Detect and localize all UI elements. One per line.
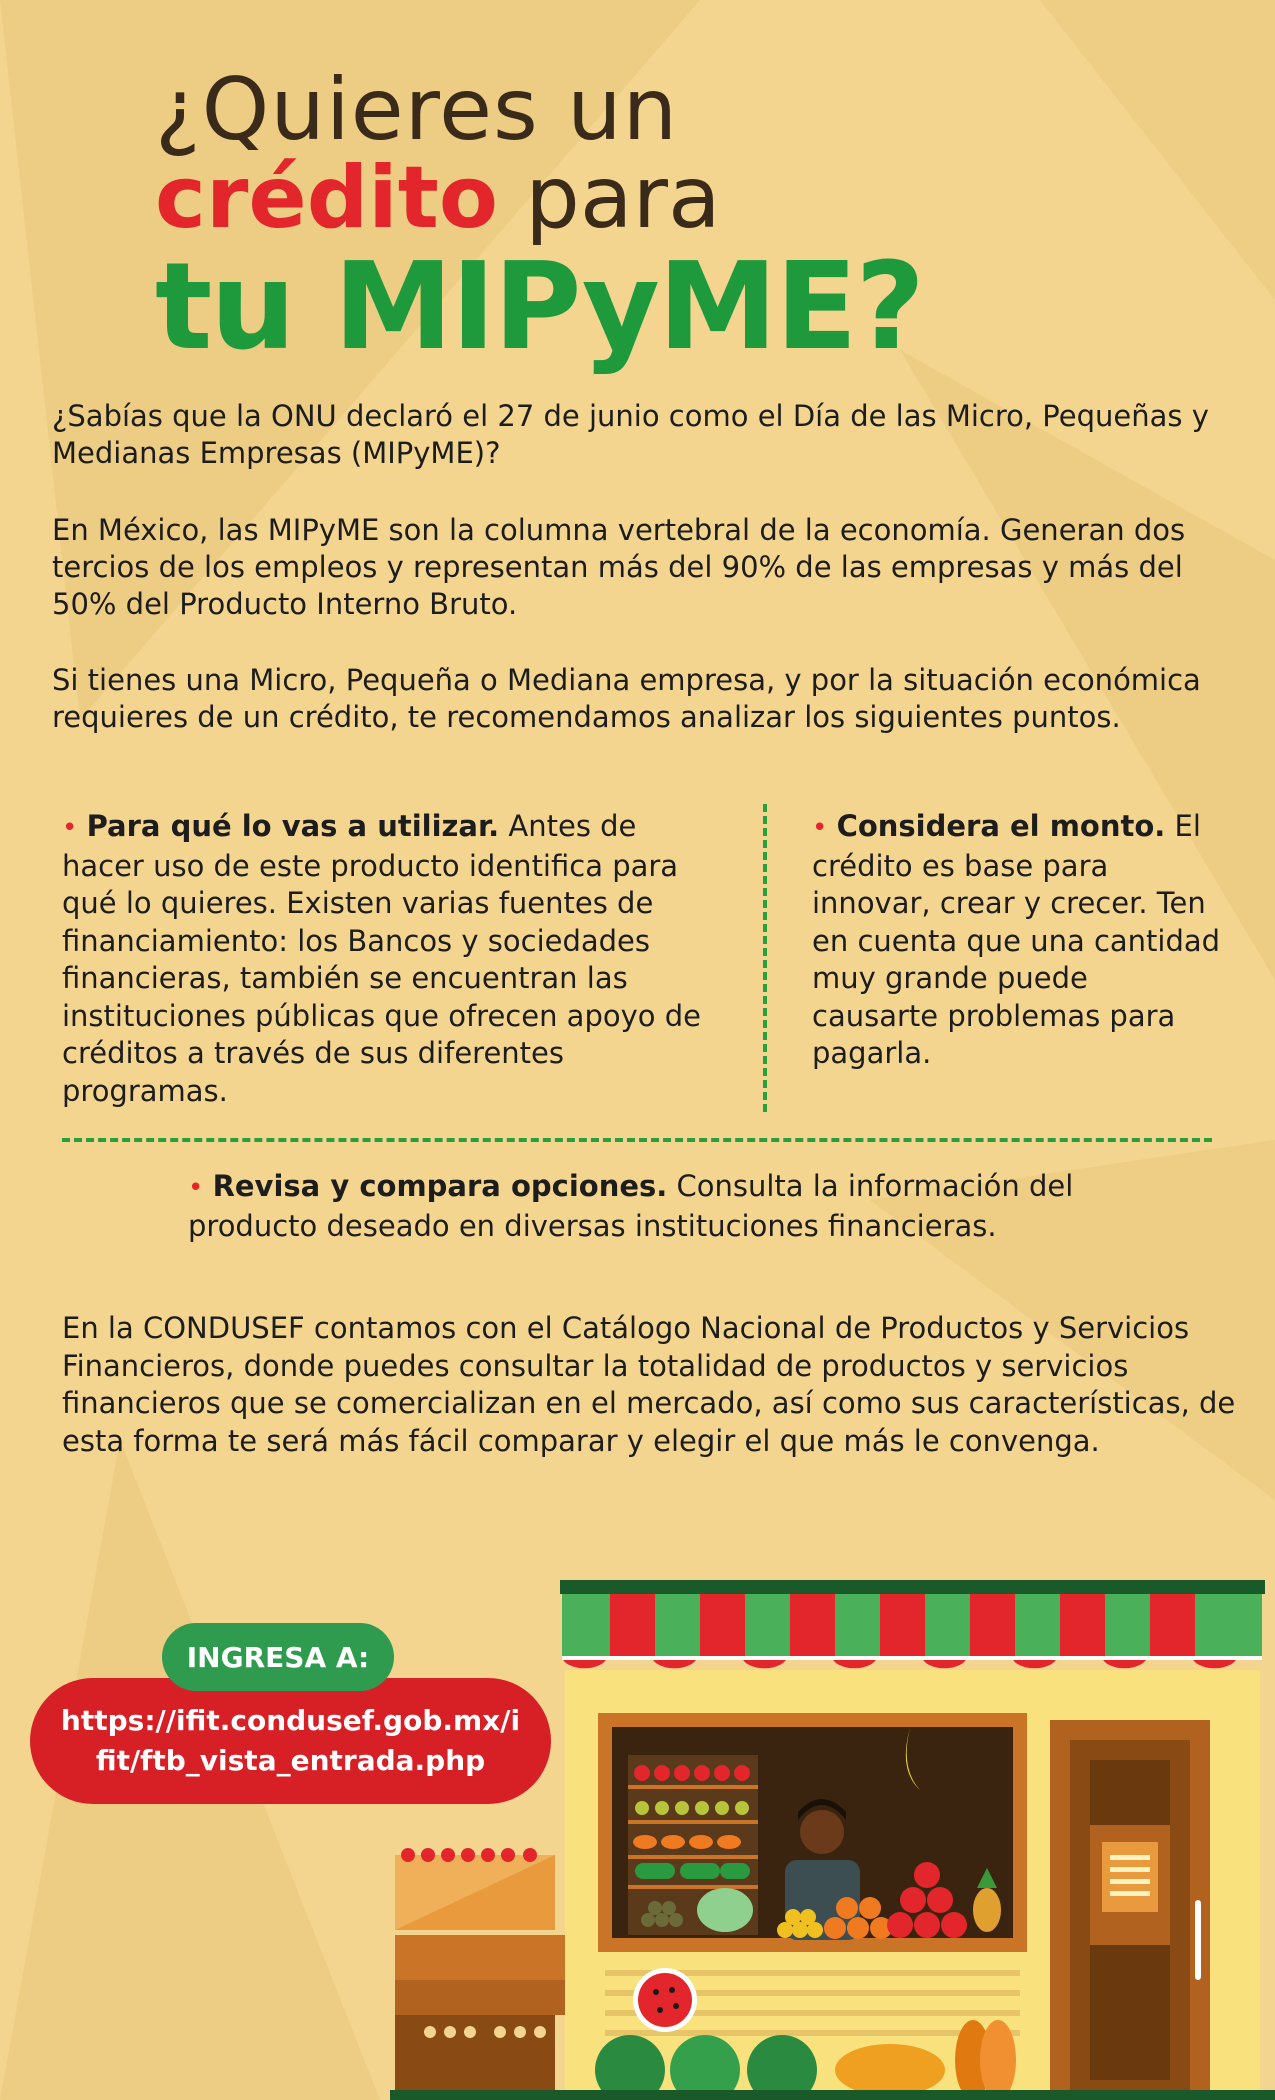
url-text[interactable]: https://ifit.condusef.gob.mx/ifit/ftb_vista_entrada.php <box>60 1704 521 1777</box>
bullet-dot: • <box>188 1173 204 1203</box>
closing-paragraph: En la CONDUSEF contamos con el Catálogo Nacional de Productos y Servicios Financieros, donde puedes consultar la totalidad de productos y servicios financieros que se comercializan en el mercado, así como sus características, de esta forma te será más fácil comparar y elegir el que más le convenga. <box>62 1311 1236 1458</box>
bullet-dot: • <box>62 813 78 843</box>
shop-door <box>1050 1720 1210 2100</box>
title-line-2 <box>155 148 721 248</box>
intro-paragraph-2: En México, las MIPyME son la columna vertebral de la economía. Generan dos tercios de los empleos y representan más del 90% de las empresas y más del 50% del Producto Interno Bruto. <box>52 513 1186 621</box>
crates <box>395 1848 585 2100</box>
title-line-2-rest: para <box>497 148 721 248</box>
ingresa-label: INGRESA A: <box>162 1623 394 1691</box>
vertical-divider <box>763 804 767 1112</box>
bullet-text: Antes de hacer uso de este producto identifica para qué lo quieres. Existen varias fuentes de financiamiento: los Bancos y sociedades financieras, también se encuentran las instituciones públicas que ofrecen apoyo de créditos a través de sus diferentes programas. <box>62 809 701 1108</box>
title-line-1: ¿Quieres un <box>155 60 679 160</box>
bullet-heading: Revisa y compara opciones. <box>212 1169 668 1203</box>
bullet-heading: Para qué lo vas a utilizar. <box>86 809 500 843</box>
horizontal-divider <box>62 1138 1212 1142</box>
bullet-compare <box>188 1168 1088 1245</box>
bullet-purpose <box>62 808 722 1110</box>
intro-paragraph-1: ¿Sabías que la ONU declaró el 27 de junio como el Día de las Micro, Pequeñas y Medianas Empresas (MIPyME)? <box>52 399 1209 470</box>
title-line-3: tu MIPyME? <box>155 238 924 377</box>
awning <box>562 1594 1262 1668</box>
bullet-heading: Considera el monto. <box>836 809 1166 843</box>
market-stall-illustration <box>390 1580 1275 2100</box>
bullet-dot: • <box>812 813 828 843</box>
bullet-amount <box>812 808 1222 1073</box>
bullet-text: Consulta la información del producto deseado en diversas instituciones financieras. <box>188 1169 1074 1243</box>
intro-paragraph-3: Si tienes una Micro, Pequeña o Mediana empresa, y por la situación económica requieres de un crédito, te recomendamos analizar los siguientes puntos. <box>52 663 1201 734</box>
title-highlight: crédito <box>155 148 498 248</box>
bullet-text: El crédito es base para innovar, crear y crecer. Ten en cuenta que una cantidad muy grande puede causarte problemas para pagarla. <box>812 809 1221 1070</box>
